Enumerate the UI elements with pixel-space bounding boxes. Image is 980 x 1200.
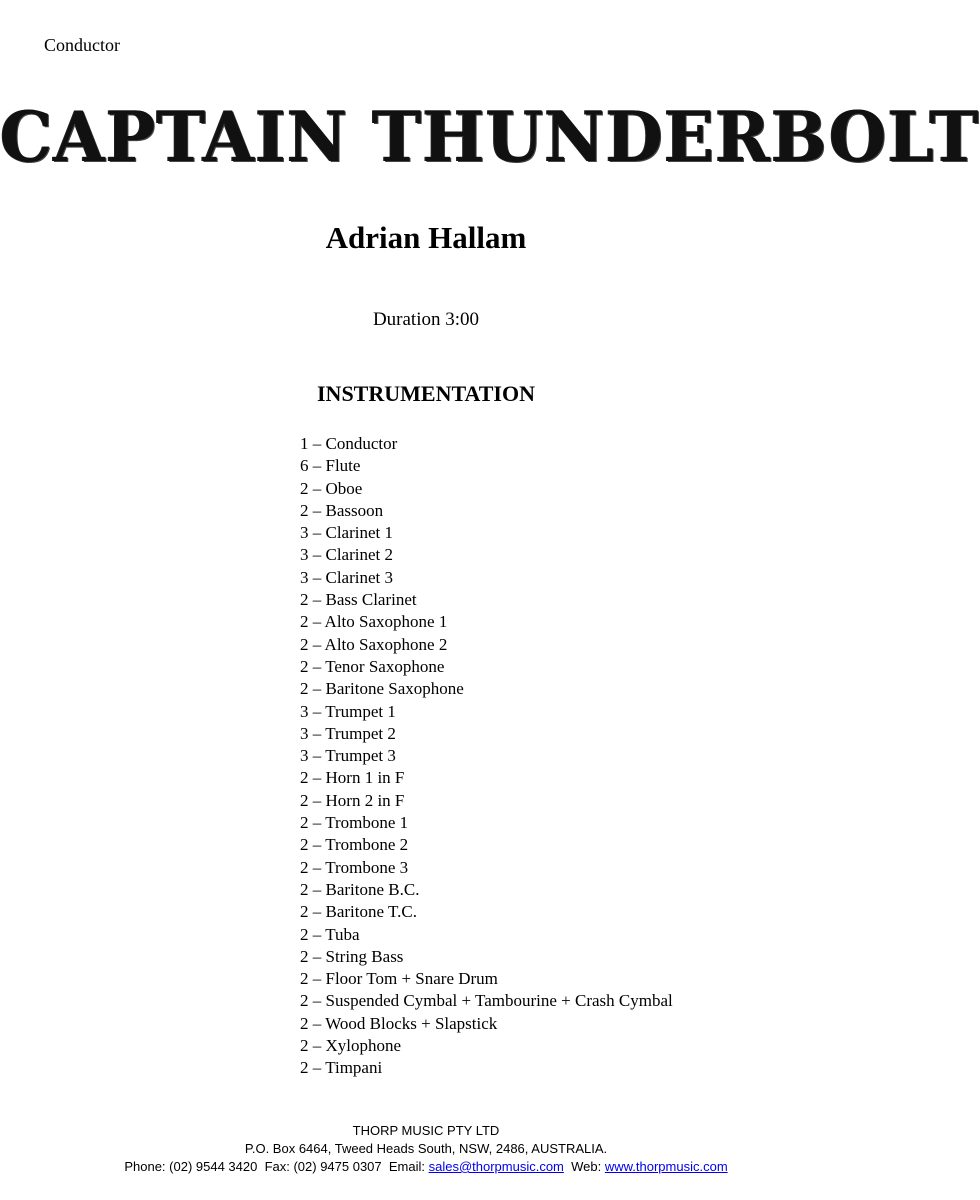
list-item: 2 – Baritone B.C. [300,879,420,899]
list-item: 2 – Wood Blocks + Slapstick [300,1013,498,1033]
piece-title: CAPTAIN THUNDERBOLT [0,96,980,178]
duration-text: Duration 3:00 [372,309,480,330]
list-item: 3 – Clarinet 2 [300,545,394,565]
list-item: 2 – Timpani [300,1058,383,1078]
list-item: 3 – Clarinet 3 [300,567,394,587]
instrumentation-list [300,433,673,1080]
list-item: 2 – Suspended Cymbal + Tambourine + Crash Cymbal [300,991,673,1011]
list-item: 2 – String Bass [300,946,404,966]
list-item: 2 – Tenor Saxophone [300,656,445,676]
web-label: Web: [563,1159,605,1174]
list-item: 2 – Trombone 1 [300,813,409,833]
list-item: 3 – Trumpet 1 [300,701,396,721]
list-item: 2 – Alto Saxophone 1 [300,612,448,632]
list-item: 2 – Alto Saxophone 2 [300,634,448,654]
list-item: 2 – Trombone 3 [300,857,409,877]
list-item: 2 – Horn 1 in F [300,768,405,788]
list-item: 2 – Bassoon [300,500,384,520]
list-item: 3 – Trumpet 2 [300,723,396,743]
publisher-footer [0,1122,852,1176]
contact-phone-fax: Phone: (02) 9544 3420 Fax: (02) 9475 0307 Email: [124,1159,429,1174]
part-label: Conductor [44,35,120,55]
list-item: 2 – Horn 2 in F [300,790,405,810]
publisher-contact [0,1158,852,1176]
list-item: 3 – Trumpet 3 [300,746,396,766]
list-item: 2 – Xylophone [300,1036,402,1056]
composer-name: Adrian Hallam [325,220,527,255]
list-item: 2 – Bass Clarinet [300,590,417,610]
list-item: 2 – Trombone 2 [300,835,409,855]
list-item: 1 – Conductor [300,434,398,453]
list-item: 2 – Tuba [300,924,360,944]
publisher-address: P.O. Box 6464, Tweed Heads South, NSW, 2486, AUSTRALIA. [244,1141,608,1156]
website-link[interactable]: www.thorpmusic.com [604,1159,728,1174]
list-item: 2 – Baritone Saxophone [300,679,464,699]
publisher-name: THORP MUSIC PTY LTD [352,1123,500,1138]
list-item: 2 – Floor Tom + Snare Drum [300,969,498,989]
list-item: 6 – Flute [300,456,361,476]
list-item: 2 – Baritone T.C. [300,902,417,922]
list-item: 3 – Clarinet 1 [300,523,394,543]
instrumentation-heading: INSTRUMENTATION [317,381,535,406]
email-link[interactable]: sales@thorpmusic.com [428,1159,564,1174]
list-item: 2 – Oboe [300,478,363,498]
